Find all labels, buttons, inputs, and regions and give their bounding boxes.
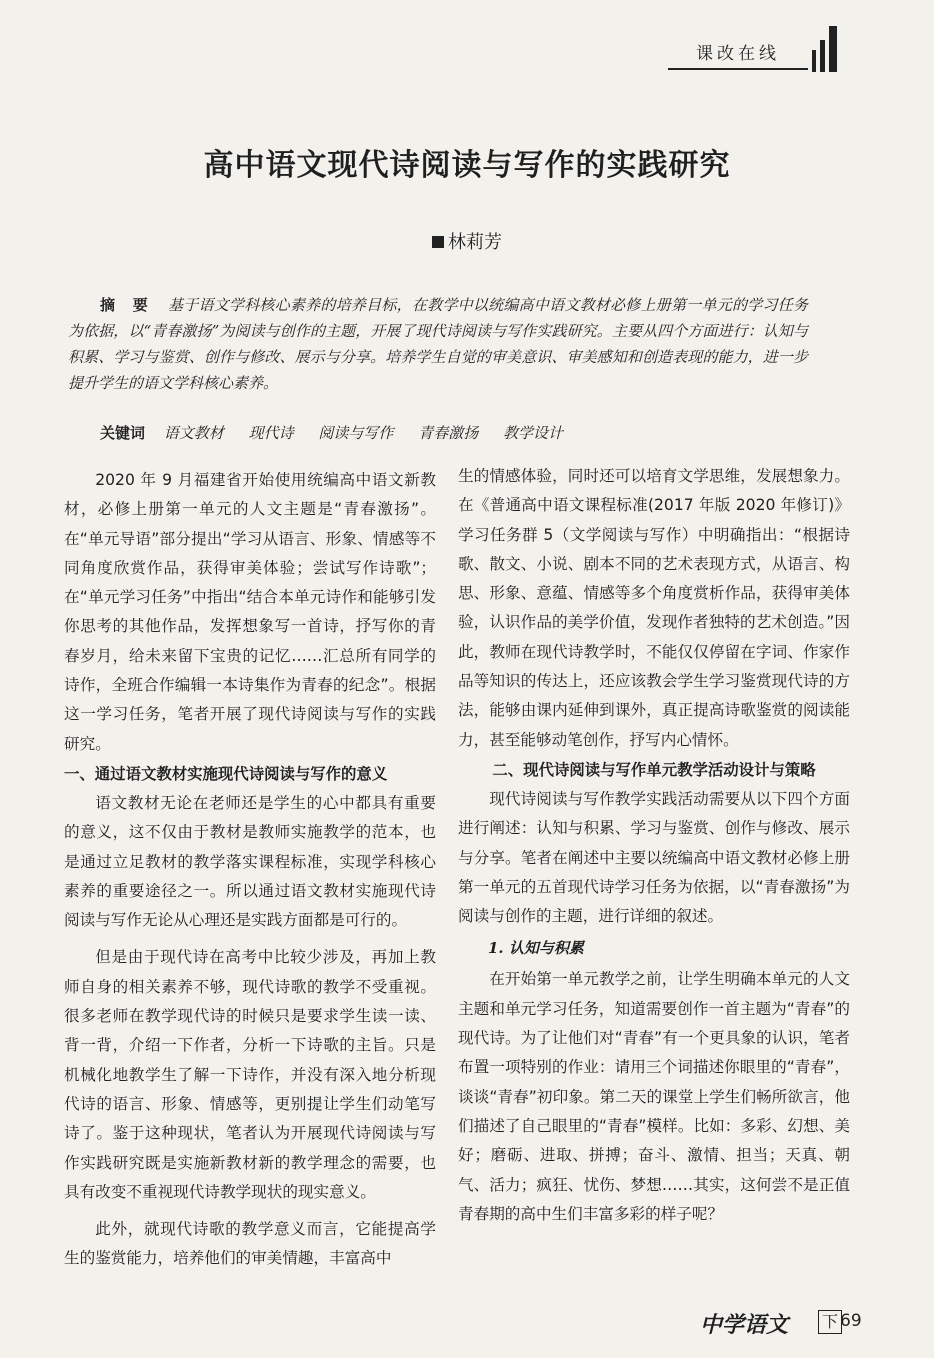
- article-title: 高中语文现代诗阅读与写作的实践研究: [203, 148, 731, 183]
- article-author: [0, 228, 934, 254]
- right-column: [458, 462, 850, 1229]
- abstract-label: 摘 要: [100, 296, 154, 314]
- author-square-icon: [432, 236, 444, 248]
- keyword: 语文教材: [163, 424, 224, 442]
- section-bars-decoration: [812, 24, 842, 72]
- section-heading: 二、现代诗阅读与写作单元教学活动设计与策略: [492, 760, 816, 779]
- keyword: 青春激扬: [418, 424, 479, 442]
- paragraph: 2020 年 9 月福建省开始使用统编高中语文新教材，必修上册第一单元的人文主题是“青春激扬”。在“单元导语”部分提出“学习从语言、形象、情感等不同角度欣赏作品，获得审美体验；尝试写作诗歌”；在“单元学习任务”中指出“结合本单元诗作和能够引发你思考的其他作品，发挥想象写一首诗，抒写你的青春岁月，给未来留下宝贵的记忆……汇总所有同学的诗作，全班合作编辑一本诗集作为青春的纪念”。根据这一学习任务，笔者开展了现代诗阅读与写作的实践研究。: [64, 471, 436, 753]
- keywords: [100, 422, 800, 443]
- journal-brand: 中学语文: [700, 1312, 789, 1338]
- section-tag: 课改在线: [668, 40, 808, 70]
- volume-badge: 下: [818, 1310, 842, 1334]
- abstract-text: 基于语文学科核心素养的培养目标，在教学中以统编高中语文教材必修上册第一单元的学习任务为依据，以“青春激扬”为阅读与创作的主题，开展了现代诗阅读与写作实践研究。主要从四个方面进行：认知与积累、学习与鉴赏、创作与修改、展示与分享。培养学生自觉的审美意识、审美感知和创造表现的能力，进一步提升学生的语文学科核心素养。: [68, 296, 808, 392]
- paragraph: 语文教材无论在老师还是学生的心中都具有重要的意义，这不仅由于教材是教师实施教学的范本，也是通过立足教材的教学落实课程标准，实现学科核心素养的重要途径之一。所以通过语文教材实施现代诗阅读与写作无论从心理还是实践方面都是可行的。: [64, 793, 436, 930]
- paragraph: 在开始第一单元教学之前，让学生明确本单元的人文主题和单元学习任务，知道需要创作一首主题为“青春”的现代诗。为了让他们对“青春”有一个更具象的认识，笔者布置一项特别的作业：请用三个词描述你眼里的“青春”，谈谈“青春”初印象。第二天的课堂上学生们畅所欲言，他们描述了自己眼里的“青春”模样。比如：多彩、幻想、美好；磨砺、进取、拼搏；奋斗、激情、担当；天真、朝气、活力；疯狂、忧伤、梦想……其实，这何尝不是正值青春期的高中生们丰富多彩的样子呢？: [458, 970, 850, 1223]
- section-heading: 一、通过语文教材实施现代诗阅读与写作的意义: [64, 764, 388, 783]
- paragraph: 现代诗阅读与写作教学实践活动需要从以下四个方面进行阐述：认知与积累、学习与鉴赏、创作与修改、展示与分享。笔者在阐述中主要以统编高中语文教材必修上册第一单元的五首现代诗学习任务为依据，以“青春激扬”为阅读与创作的主题，进行详细的叙述。: [458, 789, 850, 926]
- paragraph: 生的情感体验，同时还可以培育文学思维，发展想象力。在《普通高中语文课程标准(2017 年版 2020 年修订)》学习任务群 5（文学阅读与写作）中明确指出：“根据诗歌、散文、小说、剧本不同的艺术表现方式，从语言、构思、形象、意蕴、情感等多个角度赏析作品，获得审美体验，认识作品的美学价值，发现作者独特的艺术创造。”因此，教师在现代诗教学时，不能仅仅停留在字词、作家作品等知识的传达上，还应该教会学生学习鉴赏现代诗的方法，能够由课内延伸到课外，真正提高诗歌鉴赏的阅读能力，甚至能够动笔创作，抒写内心情怀。: [458, 467, 850, 749]
- paragraph: 但是由于现代诗在高考中比较少涉及，再加上教师自身的相关素养不够，现代诗歌的教学不受重视。很多老师在教学现代诗的时候只是要求学生读一读、背一背，介绍一下作者，分析一下诗歌的主旨。只是机械化地教学生了解一下诗作，并没有深入地分析现代诗的语言、形象、情感等，更别提让学生们动笔写诗了。鉴于这种现状，笔者认为开展现代诗阅读与写作实践研究既是实施新教材新的教学理念的需要，也具有改变不重视现代诗教学现状的现实意义。: [64, 948, 436, 1201]
- subsection-heading: 1. 认知与积累: [488, 939, 584, 958]
- keyword: 阅读与写作: [318, 424, 394, 442]
- author-name: 林莉芳: [448, 232, 502, 253]
- keywords-label: 关键词: [100, 424, 146, 442]
- abstract: [68, 292, 808, 396]
- keyword: 现代诗: [248, 424, 294, 442]
- keyword: 教学设计: [502, 424, 563, 442]
- paragraph: 此外，就现代诗歌的教学意义而言，它能提高学生的鉴赏能力，培养他们的审美情趣，丰富高中: [64, 1220, 436, 1268]
- page-number: 69: [840, 1311, 862, 1331]
- left-column: [64, 466, 436, 1274]
